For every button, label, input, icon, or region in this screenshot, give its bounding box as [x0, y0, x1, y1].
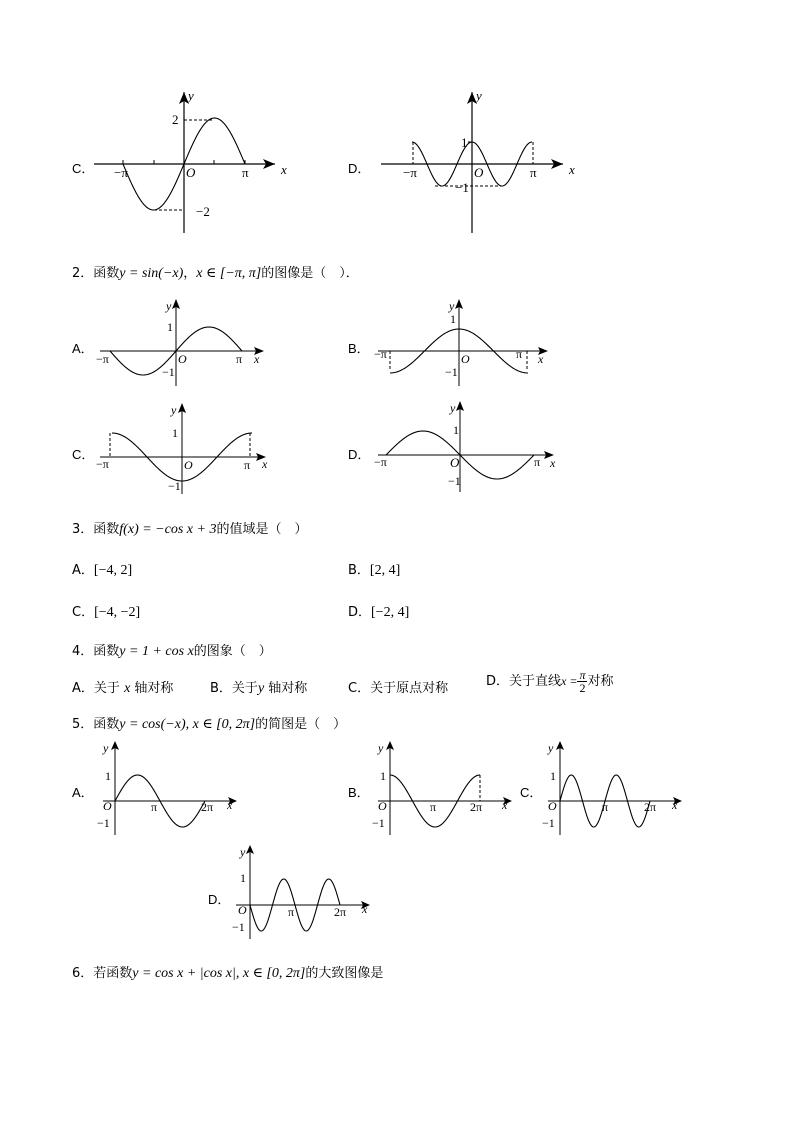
y-tick-neg1: −1	[372, 816, 385, 830]
x-axis-label: x	[550, 456, 556, 470]
question-6	[72, 962, 383, 982]
question-text: 函数	[93, 266, 120, 281]
y-tick-neg1: −1	[542, 816, 555, 830]
x-axis-label: x	[502, 798, 508, 812]
x-axis-label: x	[538, 352, 544, 366]
question-suffix: 的图像是（ ）．	[261, 266, 359, 281]
y-tick-1: 1	[550, 769, 556, 783]
q5-option-b-label[interactable]: B．	[348, 785, 370, 800]
y-tick-1: 1	[453, 423, 459, 437]
x-tick-neg-pi: −π	[374, 347, 387, 361]
x-axis-label: x	[227, 798, 233, 812]
y-axis-label: y	[378, 741, 384, 755]
x-axis-label: x	[281, 162, 287, 177]
x-tick-pi: π	[236, 352, 243, 366]
question-number: 2．	[72, 266, 94, 281]
x-tick-pi: π	[151, 800, 158, 814]
x-axis-label: x	[362, 902, 368, 916]
y-axis-label: y	[450, 401, 456, 415]
y-tick-1: 1	[380, 769, 386, 783]
formula: y = sin(−x)	[119, 266, 184, 281]
q2-graph-a	[92, 296, 277, 388]
x-tick-pi: π	[530, 165, 537, 180]
y-tick-1: 1	[240, 871, 246, 885]
question-suffix: 的值域是（ ）	[216, 522, 308, 537]
y-tick-neg1: −1	[232, 920, 245, 934]
question-2	[72, 262, 359, 282]
q4-option-b[interactable]: B．关于y 轴对称	[210, 681, 308, 696]
x-axis-label: x	[569, 162, 575, 177]
question-5	[72, 713, 346, 733]
graph-top-c	[90, 88, 300, 240]
y-tick-neg1: −1	[445, 365, 458, 379]
origin-label: O	[238, 903, 247, 917]
x-tick-neg-pi: −π	[403, 165, 417, 180]
question-number: 4．	[72, 644, 94, 659]
y-tick-neg2: −2	[196, 204, 210, 219]
y-axis-label: y	[166, 299, 172, 313]
y-axis-label: y	[476, 88, 482, 103]
formula: y = cos(−x), x ∈ [0, 2π]	[119, 717, 256, 732]
question-4	[72, 640, 272, 660]
q4-option-d[interactable]: D．关于直线x = $\frac{\pi}{2}$ 对称	[486, 668, 614, 695]
question-suffix: 的简图是（ ）	[255, 717, 347, 732]
question-text: 函数	[93, 717, 120, 732]
y-axis-label: y	[103, 741, 109, 755]
q3-option-c[interactable]: C．[−4, −2]	[72, 605, 141, 620]
y-tick-1: 1	[167, 320, 173, 334]
question-3	[72, 518, 307, 538]
y-tick-neg1: −1	[162, 365, 175, 379]
question-number: 3．	[72, 522, 94, 537]
q5-option-a-label[interactable]: A．	[72, 785, 94, 800]
x-tick-pi: π	[602, 800, 609, 814]
x-tick-pi: π	[516, 347, 523, 361]
q2-graph-b	[370, 296, 555, 388]
q5-graph-c	[540, 738, 690, 836]
y-tick-1: 1	[172, 426, 178, 440]
question-number: 5．	[72, 717, 94, 732]
fraction-pi-over-2: $\frac{\pi}{2}$	[579, 668, 586, 695]
x-tick-2pi: 2π	[334, 905, 347, 919]
q4-option-a[interactable]: A．关于 x 轴对称	[72, 681, 174, 696]
origin-label: O	[548, 799, 557, 813]
y-tick-neg1: −1	[455, 180, 469, 195]
x-axis-label: x	[262, 457, 268, 471]
x-tick-neg-pi: −π	[374, 455, 387, 469]
y-axis-label: y	[188, 88, 194, 103]
question-text: 若函数	[93, 966, 133, 981]
q4-option-c[interactable]: C．关于原点对称	[348, 681, 449, 696]
q3-option-b[interactable]: B．[2, 4]	[348, 563, 401, 578]
y-tick-neg1: −1	[448, 474, 461, 488]
origin-label: O	[450, 455, 460, 470]
origin-label: O	[103, 799, 112, 813]
y-tick-1: 1	[105, 769, 111, 783]
separator: ，	[183, 266, 197, 281]
y-axis-label: y	[548, 741, 554, 755]
origin-label: O	[186, 165, 196, 180]
q2-option-b-label[interactable]: B．	[348, 341, 370, 356]
origin-label: O	[178, 352, 187, 366]
x-tick-pi: π	[244, 458, 251, 472]
y-tick-neg1: −1	[97, 816, 110, 830]
question-suffix: 的大致图像是	[305, 966, 384, 981]
q2-option-c-label[interactable]: C．	[72, 447, 95, 462]
origin-label: O	[378, 799, 387, 813]
x-axis-label: x	[254, 352, 260, 366]
x-tick-neg-pi: −π	[114, 165, 128, 180]
question-suffix: 的图象（ ）	[193, 644, 272, 659]
q5-graph-d	[228, 842, 378, 940]
y-axis-label: y	[171, 403, 177, 417]
question-text: 函数	[93, 644, 120, 659]
q3-option-d[interactable]: D．[−2, 4]	[348, 605, 410, 620]
x-tick-neg-pi: −π	[96, 457, 109, 471]
q5-option-d-label[interactable]: D．	[208, 892, 231, 907]
x-tick-neg-pi: −π	[96, 352, 109, 366]
y-tick-1: 1	[450, 312, 456, 326]
x-tick-2pi: 2π	[201, 800, 214, 814]
formula: y = 1 + cos x	[119, 644, 194, 659]
y-tick-1: 1	[461, 135, 468, 150]
q5-option-c-label[interactable]: C．	[520, 785, 543, 800]
domain-formula: x ∈ [−π, π]	[196, 266, 262, 281]
q2-graph-c	[92, 400, 277, 496]
q2-graph-d	[370, 398, 565, 494]
origin-label: O	[461, 352, 470, 366]
x-tick-pi: π	[534, 455, 541, 469]
x-tick-pi: π	[430, 800, 437, 814]
option-d-label[interactable]: D．	[348, 161, 371, 176]
q5-graph-a	[95, 738, 240, 836]
y-tick-neg1: −1	[168, 479, 181, 493]
x-tick-pi: π	[288, 905, 295, 919]
origin-label: O	[474, 165, 484, 180]
q2-option-d-label[interactable]: D．	[348, 447, 371, 462]
y-tick-2: 2	[172, 112, 179, 127]
q3-option-a[interactable]: A．[−4, 2]	[72, 563, 133, 578]
x-axis-label: x	[672, 798, 678, 812]
x-tick-2pi: 2π	[644, 800, 657, 814]
q5-graph-b	[370, 738, 515, 836]
q2-option-a-label[interactable]: A．	[72, 341, 94, 356]
formula: y = cos x + |cos x|, x ∈ [0, 2π]	[132, 966, 306, 981]
y-axis-label: y	[240, 845, 246, 859]
x-tick-2pi: 2π	[470, 800, 483, 814]
y-axis-label: y	[449, 299, 455, 313]
graph-top-d	[375, 88, 585, 240]
formula: f(x) = −cos x + 3	[119, 522, 217, 537]
origin-label: O	[184, 458, 193, 472]
x-tick-pi: π	[242, 165, 249, 180]
option-c-label[interactable]: C．	[72, 161, 95, 176]
question-text: 函数	[93, 522, 120, 537]
question-number: 6．	[72, 966, 94, 981]
